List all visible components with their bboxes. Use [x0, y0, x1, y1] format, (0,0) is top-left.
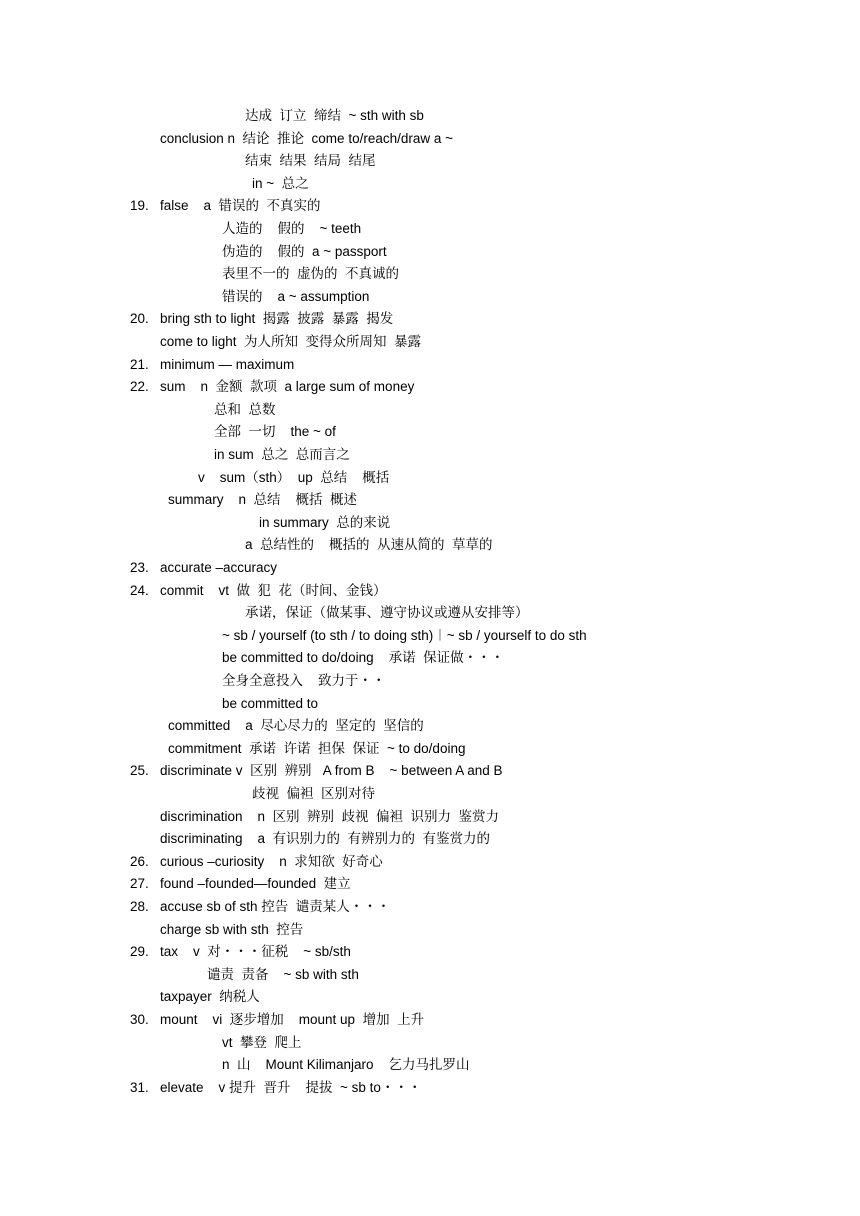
line-text: bring sth to light 揭露 披露 暴露 揭发 — [160, 311, 394, 327]
line-text: mount vi 逐步增加 mount up 增加 上升 — [160, 1012, 425, 1027]
line-text: charge sb with sth 控告 — [160, 921, 304, 937]
document-line — [0, 919, 860, 941]
line-text: be committed to do/doing 承诺 保证做・・・ — [222, 650, 505, 666]
document-line — [0, 670, 860, 692]
line-text: summary n 总结 概括 概述 — [168, 492, 358, 508]
item-number: 28. — [130, 899, 149, 914]
item-number: 20. — [130, 311, 149, 327]
item-number: 25. — [130, 763, 149, 779]
line-text: 结束 结果 结局 结尾 — [245, 153, 376, 169]
document-line — [0, 647, 860, 669]
line-text: discrimination n 区别 辨别 歧视 偏袒 识别力 鉴赏力 — [160, 808, 500, 824]
document-line — [0, 512, 860, 534]
document-line — [0, 783, 860, 805]
item-number: 26. — [130, 853, 149, 869]
item-number: 30. — [130, 1012, 149, 1027]
document-line — [0, 1032, 860, 1054]
document-line — [0, 1009, 860, 1031]
document-line — [0, 195, 860, 217]
document-line — [0, 1054, 860, 1076]
line-text: v sum（sth） up 总结 概括 — [198, 469, 390, 485]
line-text: in sum 总之 总而言之 — [214, 447, 350, 462]
document-line — [0, 557, 860, 579]
line-text: 歧视 偏袒 区别对待 — [252, 786, 376, 801]
document-line — [0, 263, 860, 285]
line-text: 承诺，保证（做某事、遵守协议或遵从安排等） — [245, 605, 529, 621]
document-line — [0, 331, 860, 353]
line-text: 总和 总数 — [214, 401, 276, 417]
document-line — [0, 421, 860, 443]
document-line — [0, 218, 860, 240]
document-line — [0, 738, 860, 760]
line-text: taxpayer 纳税人 — [160, 989, 260, 1005]
document-line — [0, 964, 860, 986]
line-text: in ~ 总之 — [252, 175, 309, 191]
document-line — [0, 1077, 860, 1099]
line-text: elevate v 提升 晋升 提拔 ~ sb to・・・ — [160, 1079, 422, 1095]
document-line — [0, 534, 860, 556]
line-text: discriminate v 区别 辨别 A from B ~ between A and B — [160, 763, 503, 779]
document-line — [0, 625, 860, 647]
item-number: 29. — [130, 944, 149, 960]
document-line — [0, 286, 860, 308]
document-line — [0, 986, 860, 1008]
item-number: 23. — [130, 560, 149, 575]
line-text: come to light 为人所知 变得众所周知 暴露 — [160, 334, 422, 349]
line-text: discriminating a 有识别力的 有辨别力的 有鉴赏力的 — [160, 831, 491, 847]
line-text: commit vt 做 犯 花（时间、金钱） — [160, 582, 387, 598]
line-text: tax v 对・・・征税 ~ sb/sth — [160, 944, 351, 960]
line-text: false a 错误的 不真实的 — [160, 198, 321, 214]
line-text: 人造的 假的 ~ teeth — [222, 221, 362, 236]
document-line — [0, 760, 860, 782]
item-number: 27. — [130, 876, 149, 892]
document-line — [0, 873, 860, 895]
document-line — [0, 376, 860, 398]
document-line — [0, 602, 860, 624]
document-line — [0, 467, 860, 489]
line-text: vt 攀登 爬上 — [222, 1034, 302, 1050]
document-line — [0, 354, 860, 376]
document-line — [0, 828, 860, 850]
line-text: 错误的 a ~ assumption — [222, 288, 370, 304]
document-line — [0, 693, 860, 715]
line-text: conclusion n 结论 推论 come to/reach/draw a ~ — [160, 130, 453, 146]
line-text: 谴责 责备 ~ sb with sth — [207, 966, 359, 982]
document-line — [0, 580, 860, 602]
line-text: commitment 承诺 许诺 担保 保证 ~ to do/doing — [168, 740, 466, 756]
document-line — [0, 896, 860, 918]
line-text: a 总结性的 概括的 从速从简的 草草的 — [245, 537, 493, 553]
line-text: found –founded—founded 建立 — [160, 876, 351, 892]
document-line — [0, 150, 860, 172]
line-text: minimum — maximum — [160, 356, 295, 372]
document-line — [0, 308, 860, 330]
document-line — [0, 105, 860, 127]
line-text: accuse sb of sth 控告 谴责某人・・・ — [160, 899, 391, 914]
line-text: 全身全意投入 致力于・・ — [222, 673, 386, 688]
document-line — [0, 851, 860, 873]
document-line — [0, 444, 860, 466]
item-number: 21. — [130, 356, 149, 372]
document-line — [0, 128, 860, 150]
line-text: curious –curiosity n 求知欲 好奇心 — [160, 853, 383, 869]
line-text: committed a 尽心尽力的 坚定的 坚信的 — [168, 718, 424, 734]
line-text: sum n 金额 款项 a large sum of money — [160, 379, 415, 395]
document-line — [0, 806, 860, 828]
line-text: accurate –accuracy — [160, 560, 278, 575]
document-line — [0, 715, 860, 737]
line-text: 全部 一切 the ~ of — [214, 424, 336, 440]
line-text: n 山 Mount Kilimanjaro 乞力马扎罗山 — [222, 1057, 470, 1073]
document-line — [0, 241, 860, 263]
item-number: 31. — [130, 1079, 149, 1095]
item-number: 24. — [130, 582, 149, 598]
item-number: 22. — [130, 379, 149, 395]
line-text: be committed to — [222, 695, 319, 711]
document-line — [0, 399, 860, 421]
line-text: in summary 总的来说 — [259, 514, 391, 530]
line-text: 达成 订立 缔结 ~ sth with sb — [245, 108, 424, 123]
line-text: 表里不一的 虚伪的 不真诚的 — [222, 266, 400, 282]
document-line — [0, 173, 860, 195]
line-text: 伪造的 假的 a ~ passport — [222, 243, 387, 259]
document-line — [0, 941, 860, 963]
line-text: ~ sb / yourself (to sth / to doing sth)︱~ sb / yourself to do sth — [222, 627, 587, 643]
document-line — [0, 489, 860, 511]
item-number: 19. — [130, 198, 149, 214]
